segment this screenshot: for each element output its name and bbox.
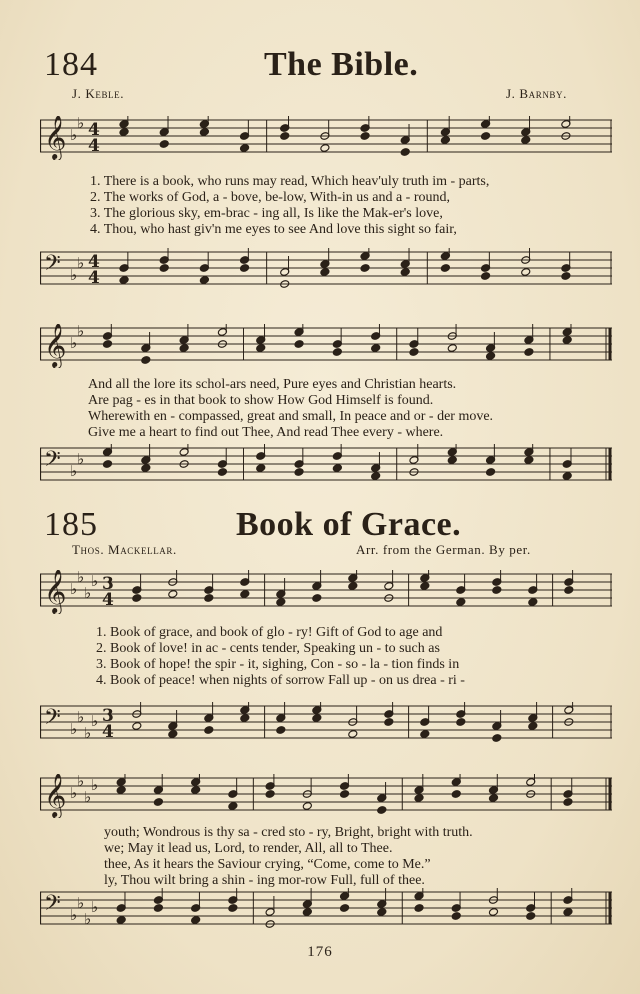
note-head-lower bbox=[492, 734, 502, 743]
note-head-lower bbox=[116, 916, 126, 925]
treble-staff bbox=[40, 116, 612, 159]
flat-icon: ♭ bbox=[77, 570, 85, 586]
treble-staff bbox=[40, 570, 612, 613]
hymn-number: 185 bbox=[44, 506, 98, 543]
note-head-lower bbox=[302, 908, 312, 917]
flat-icon: ♭ bbox=[77, 450, 85, 468]
flat-icon: ♭ bbox=[70, 266, 78, 284]
note-head-lower bbox=[256, 344, 266, 353]
treble-staff bbox=[40, 774, 612, 817]
note-head-lower bbox=[562, 336, 572, 345]
note-head-lower bbox=[348, 730, 358, 739]
flat-icon: ♭ bbox=[91, 776, 99, 794]
lyric-line: Are pag - es in that book to show How God Himself is found. bbox=[88, 393, 434, 408]
time-signature-top: 3 bbox=[102, 574, 114, 594]
note-head-lower bbox=[199, 128, 209, 137]
hymn-title: The Bible. bbox=[264, 46, 419, 83]
note-head-lower bbox=[414, 904, 424, 913]
note-head-lower bbox=[524, 456, 534, 465]
note-head-lower bbox=[240, 264, 250, 273]
note-head-lower bbox=[563, 908, 573, 917]
flat-icon: ♭ bbox=[70, 334, 78, 352]
note-head-lower bbox=[348, 582, 358, 591]
flat-icon: ♭ bbox=[70, 720, 78, 738]
lyric-line: And all the lore its schol-ars need, Pure eyes and Christian hearts. bbox=[88, 377, 457, 392]
note-head-lower bbox=[320, 268, 330, 277]
note-head-lower bbox=[420, 582, 430, 591]
lyric-line: 3. The glorious sky, em-brac - ing all, Is like the Mak-er's love, bbox=[90, 206, 443, 221]
lyric-line: Wherewith en - compassed, great and small, In peace and or - der move. bbox=[88, 409, 494, 424]
bass-clef-icon: 𝄢 bbox=[44, 705, 61, 735]
note-head-lower bbox=[528, 598, 538, 607]
note-head-lower bbox=[312, 594, 322, 603]
note-head-lower bbox=[132, 722, 142, 731]
note-head-lower bbox=[447, 456, 457, 465]
flat-icon: ♭ bbox=[77, 324, 85, 340]
note-head-lower bbox=[360, 264, 370, 273]
note-head-lower bbox=[102, 460, 112, 469]
note-head-lower bbox=[340, 904, 350, 913]
note-head-lower bbox=[340, 790, 350, 799]
note-head-lower bbox=[414, 794, 424, 803]
bass-clef-icon: 𝄢 bbox=[44, 447, 61, 477]
note-head-lower bbox=[521, 136, 531, 145]
time-signature-bottom: 4 bbox=[102, 590, 114, 610]
treble-staff bbox=[40, 324, 612, 367]
time-signature-bottom: 4 bbox=[88, 136, 100, 156]
note-head-lower bbox=[377, 908, 387, 917]
lyric-line: 4. Thou, who hast giv'n me eyes to see And love this sight so fair, bbox=[90, 222, 457, 237]
note-head-lower bbox=[179, 344, 189, 353]
note-head-lower bbox=[132, 594, 142, 603]
time-signature-top: 4 bbox=[88, 120, 100, 140]
note-head-lower bbox=[332, 464, 342, 473]
note-head-lower bbox=[409, 348, 419, 357]
treble-clef-icon: 𝄞 bbox=[44, 116, 67, 159]
note-head-lower bbox=[456, 598, 466, 607]
lyric-line: Give me a heart to find out Thee, And read Thee every - where. bbox=[88, 425, 444, 440]
note-head-lower bbox=[562, 472, 572, 481]
flat-icon: ♭ bbox=[84, 910, 92, 928]
note-head-lower bbox=[217, 468, 227, 477]
note-head-lower bbox=[528, 722, 538, 731]
note-head-lower bbox=[451, 912, 461, 921]
lyric-line: 3. Book of hope! the spir - it, sighing, Con - so - la - tion finds in bbox=[96, 657, 460, 672]
note-head-lower bbox=[119, 276, 129, 285]
hymn-title: Book of Grace. bbox=[236, 506, 462, 543]
flat-icon: ♭ bbox=[70, 580, 78, 598]
note-head-lower bbox=[153, 798, 163, 807]
note-head-lower bbox=[199, 276, 209, 285]
note-head-lower bbox=[526, 912, 536, 921]
note-head-lower bbox=[141, 356, 151, 365]
time-signature-bottom: 4 bbox=[88, 268, 100, 288]
flat-icon: ♭ bbox=[91, 572, 99, 590]
note-head-lower bbox=[360, 132, 370, 141]
note-head-lower bbox=[312, 714, 322, 723]
note-head-lower bbox=[371, 344, 381, 353]
bass-clef-icon: 𝄢 bbox=[44, 251, 61, 281]
note-head-lower bbox=[159, 140, 169, 149]
treble-clef-icon: 𝄞 bbox=[44, 324, 67, 367]
flat-icon: ♭ bbox=[70, 126, 78, 144]
note-head-lower bbox=[400, 268, 410, 277]
note-head-lower bbox=[377, 806, 387, 815]
bass-staff bbox=[40, 248, 612, 288]
note-head-lower bbox=[276, 726, 286, 735]
lyric-line: 1. Book of grace, and book of glo - ry! Gift of God to age and bbox=[96, 625, 443, 640]
lyric-line: youth; Wondrous is thy sa - cred sto - ry, Bright, bright with truth. bbox=[104, 825, 473, 840]
treble-clef-icon: 𝄞 bbox=[44, 570, 67, 613]
note-head-lower bbox=[240, 714, 250, 723]
note-head-lower bbox=[141, 464, 151, 473]
note-head-lower bbox=[191, 916, 201, 925]
lyric-line: we; May it lead us, Lord, to render, All, all to Thee. bbox=[104, 841, 393, 856]
note-head-lower bbox=[302, 802, 312, 811]
note-head-lower bbox=[384, 718, 394, 727]
bass-staff bbox=[40, 444, 612, 484]
note-head-lower bbox=[440, 264, 450, 273]
page-number: 176 bbox=[307, 944, 333, 960]
note-head-lower bbox=[116, 786, 126, 795]
note-head-lower bbox=[320, 144, 330, 153]
note-head-lower bbox=[265, 790, 275, 799]
note-head-lower bbox=[168, 590, 178, 599]
note-head-lower bbox=[204, 594, 214, 603]
note-head-lower bbox=[204, 726, 214, 735]
hymn-author: Thos. Mackellar. bbox=[72, 542, 177, 557]
note-head-lower bbox=[371, 472, 381, 481]
note-head-lower bbox=[486, 352, 496, 361]
flat-icon: ♭ bbox=[70, 906, 78, 924]
note-head-lower bbox=[228, 904, 238, 913]
lyric-line: 2. Book of love! in ac - cents tender, Speaking un - to such as bbox=[96, 641, 440, 656]
note-head-lower bbox=[240, 590, 250, 599]
hymn-composer: Arr. from the German. By per. bbox=[356, 542, 531, 557]
bass-staff bbox=[40, 702, 612, 742]
note-head-lower bbox=[294, 340, 304, 349]
note-head-lower bbox=[420, 730, 430, 739]
bass-clef-icon: 𝄢 bbox=[44, 891, 61, 921]
hymn-number: 184 bbox=[44, 46, 98, 83]
note-head-lower bbox=[276, 598, 286, 607]
flat-icon: ♭ bbox=[77, 254, 85, 272]
flat-icon: ♭ bbox=[84, 724, 92, 742]
flat-icon: ♭ bbox=[77, 116, 85, 132]
flat-icon: ♭ bbox=[77, 708, 85, 726]
note-head-lower bbox=[256, 464, 266, 473]
time-signature-top: 4 bbox=[88, 252, 100, 272]
note-head-lower bbox=[456, 718, 466, 727]
note-head-lower bbox=[400, 148, 410, 157]
note-head-lower bbox=[447, 344, 457, 353]
flat-icon: ♭ bbox=[84, 584, 92, 602]
treble-clef-icon: 𝄞 bbox=[44, 774, 67, 817]
note-head-lower bbox=[191, 786, 201, 795]
note-head-lower bbox=[492, 586, 502, 595]
flat-icon: ♭ bbox=[70, 462, 78, 480]
flat-icon: ♭ bbox=[77, 894, 85, 912]
note-head-lower bbox=[563, 798, 573, 807]
note-head-lower bbox=[488, 908, 498, 917]
note-head-lower bbox=[153, 904, 163, 913]
note-head-lower bbox=[332, 348, 342, 357]
bass-staff bbox=[40, 888, 612, 928]
flat-icon: ♭ bbox=[77, 774, 85, 790]
lyric-line: ly, Thou wilt bring a shin - ing mor-row Full, full of thee. bbox=[104, 873, 425, 888]
note-head-lower bbox=[168, 730, 178, 739]
hymn-composer: J. Barnby. bbox=[506, 86, 567, 101]
time-signature-bottom: 4 bbox=[102, 722, 114, 742]
note-head-lower bbox=[488, 794, 498, 803]
note-head-lower bbox=[119, 128, 129, 137]
note-head-lower bbox=[521, 268, 531, 277]
note-head-lower bbox=[228, 802, 238, 811]
lyric-line: thee, As it hears the Saviour crying, “Come, come to Me.” bbox=[104, 857, 431, 872]
note-head-lower bbox=[524, 348, 534, 357]
flat-icon: ♭ bbox=[84, 788, 92, 806]
flat-icon: ♭ bbox=[91, 898, 99, 916]
lyric-line: 4. Book of peace! when nights of sorrow Fall up - on us drea - ri - bbox=[96, 673, 465, 688]
note-head-lower bbox=[280, 132, 290, 141]
note-head-lower bbox=[564, 586, 574, 595]
note-head-lower bbox=[440, 136, 450, 145]
note-head-lower bbox=[451, 790, 461, 799]
note-head-lower bbox=[486, 468, 496, 477]
flat-icon: ♭ bbox=[91, 712, 99, 730]
flat-icon: ♭ bbox=[70, 784, 78, 802]
note-head-lower bbox=[481, 272, 491, 281]
lyric-line: 1. There is a book, who runs may read, Which heav'uly truth im - parts, bbox=[90, 174, 490, 189]
hymn-author: J. Keble. bbox=[72, 86, 125, 101]
note-head-lower bbox=[561, 272, 571, 281]
note-head-lower bbox=[240, 144, 250, 153]
note-head-lower bbox=[481, 132, 491, 141]
lyric-line: 2. The works of God, a - bove, be-low, With-in us and a - round, bbox=[90, 190, 450, 205]
note-head-lower bbox=[102, 340, 112, 349]
note-head-lower bbox=[294, 468, 304, 477]
note-head-lower bbox=[159, 264, 169, 273]
time-signature-top: 3 bbox=[102, 706, 114, 726]
